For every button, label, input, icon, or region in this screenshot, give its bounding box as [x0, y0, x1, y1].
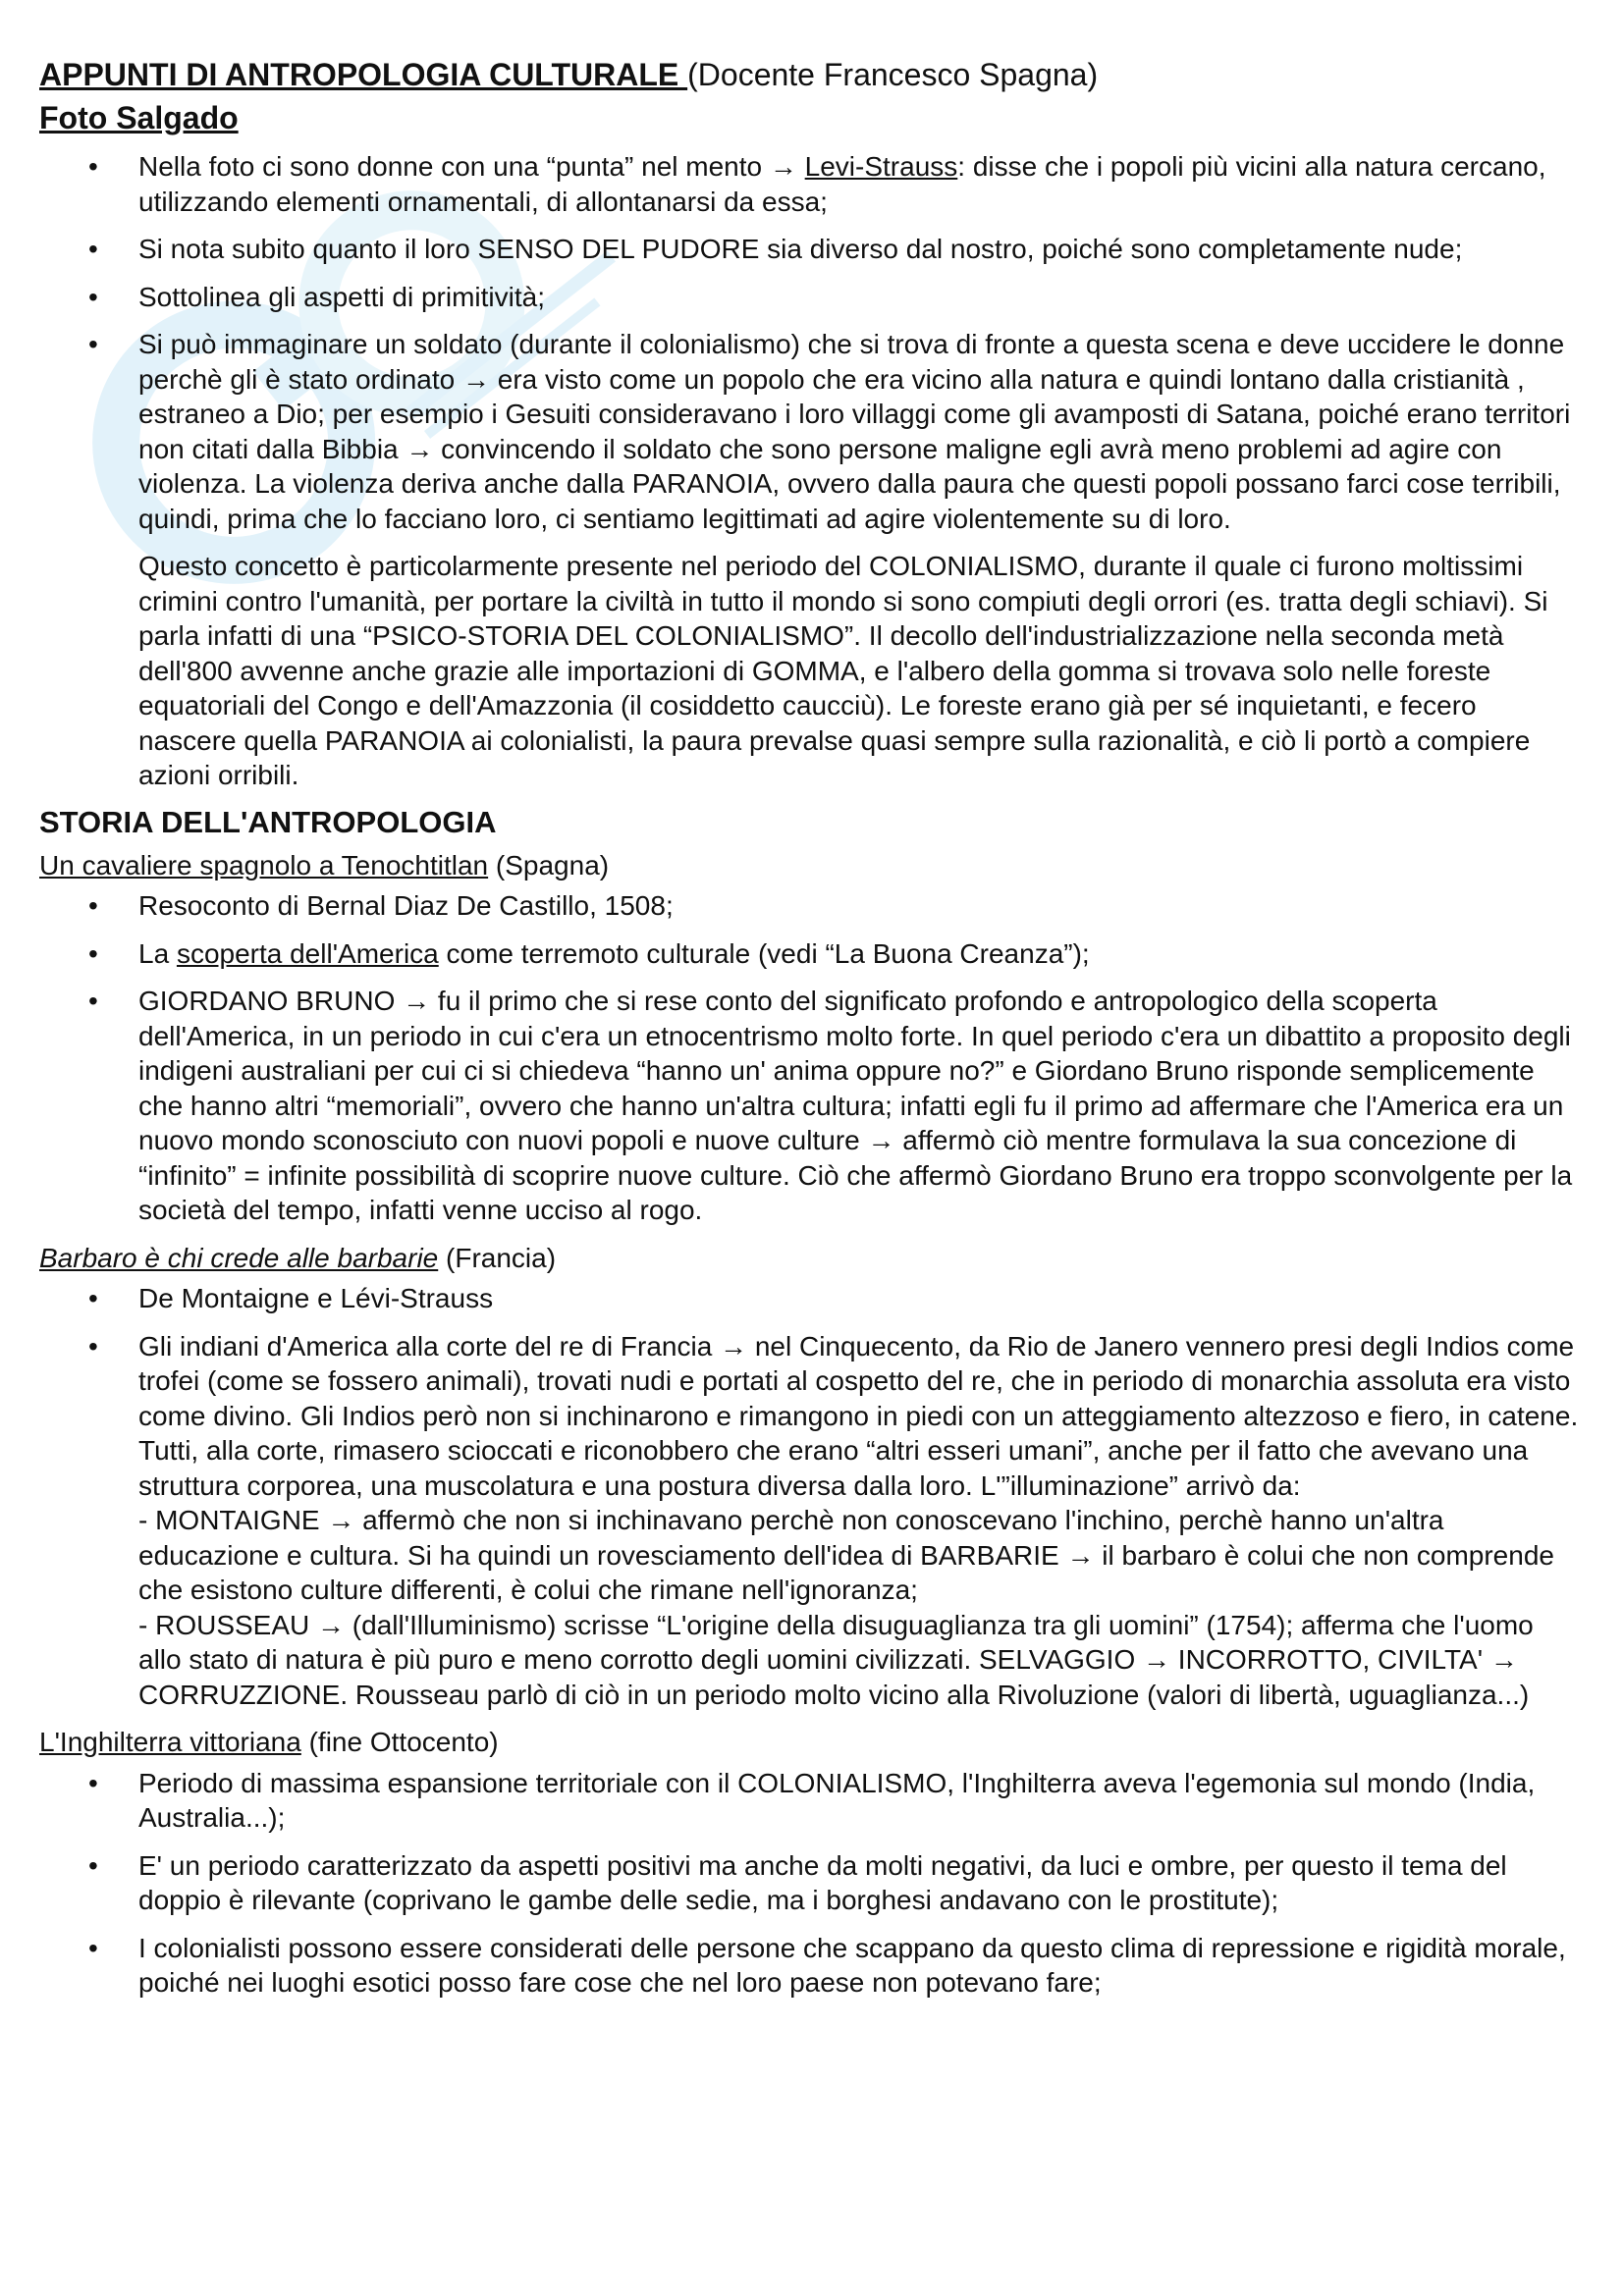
- bullet-text: : disse che i popoli più vicini alla natura cercano, utilizzando elementi ornamentali, di allontanarsi da essa;: [138, 151, 1546, 217]
- scoperta-america-ref: scoperta dell'America: [176, 937, 439, 969]
- subheading-title: Un cavaliere spagnolo a Tenochtitlan: [39, 849, 489, 881]
- list-item: • E' un periodo caratterizzato da aspetti positivi ma anche da molti negativi, da luci e ombre, per questo il tema del doppio è rilevante (coprivano le gambe delle sedie, ma i borghesi andavano con le prostitute);: [39, 1848, 1580, 1918]
- bullet-text: La: [138, 937, 177, 969]
- list-item: [39, 1329, 1580, 1713]
- subheading-title: Barbaro è chi crede alle barbarie: [39, 1242, 439, 1273]
- section-heading-storia: STORIA DELL'ANTROPOLOGIA: [39, 804, 497, 839]
- subheading-title: L'Inghilterra vittoriana: [39, 1727, 301, 1757]
- subheading-note: (Spagna): [488, 849, 610, 881]
- foto-salgado-list: [39, 149, 1580, 536]
- subheading-cavaliere: [39, 848, 1580, 883]
- bullet-text: come terremoto culturale (vedi “La Buona Creanza”);: [438, 937, 1090, 969]
- list-item: • Sottolinea gli aspetti di primitività;: [39, 280, 1580, 315]
- bullet-text: • Gli indiani d'America alla corte del re di Francia → nel Cinquecento, da Rio de Janero vennero presi degli Indios come trofei (come se fossero animali), trovati nudi e portati al cospetto del re, che in periodo di monarchia assoluta era visto come divino. Gli Indios però non si inchinarono e rimangono in piedi con un atteggiamento altezzoso e fiero, in catene. Tutti, alla corte, rimasero scioccati e riconobbero che erano “altri esseri umani”, anche per il fatto che avevano una struttura corporea, una muscolatura e una postura diversa dalla loro. L'”illuminazione” arrivò da:: [138, 1330, 1579, 1501]
- colonialism-paragraph: Questo concetto è particolarmente presente nel periodo del COLONIALISMO, durante il quale ci furono moltissimi crimini contro l'umanità, per portare la civiltà in tutto il mondo si sono compiuti degli orrori (es. tratta degli schiavi). Si parla infatti di una “PSICO-STORIA DEL COLONIALISMO”. Il decollo dell'industrializzazione nella seconda metà dell'800 avvenne anche grazie alle importazioni di GOMMA, e l'albero della gomma si trovava solo nelle foreste equatoriali del Congo e dell'Amazzonia (il cosiddetto caucciù). Le foreste erano già per sé inquietanti, e fecero nascere quella PARANOIA ai colonialisti, la paura prevalse quasi sempre sulla razionalità, e ciò li portò a compiere azioni orribili.: [138, 551, 1548, 790]
- subheading-note: (fine Ottocento): [300, 1727, 499, 1757]
- montaigne-text: - MONTAIGNE → affermò che non si inchinavano perchè non conoscevano l'inchino, perchè hanno un'altra educazione e cultura. Si ha quindi un rovesciamento dell'idea di BARBARIE → il barbaro è colui che non comprende che esistono culture differenti, è colui che rimane nell'ignoranza;: [138, 1505, 1554, 1605]
- subheading-inghilterra: [39, 1725, 1580, 1760]
- document-title: [39, 53, 1580, 96]
- list-item: • De Montaigne e Lévi-Strauss: [39, 1281, 1580, 1316]
- subheading-barbaro: [39, 1241, 1580, 1276]
- list-item: [39, 149, 1580, 219]
- levi-strauss-ref: Levi-Strauss: [804, 151, 958, 182]
- list-item: • Resoconto di Bernal Diaz De Castillo, 1508;: [39, 888, 1580, 924]
- list-item: • Si nota subito quanto il loro SENSO DEL PUDORE sia diverso dal nostro, poiché sono completamente nude;: [39, 232, 1580, 267]
- bullet-text: Nella foto ci sono donne con una “punta” nel mento →: [138, 151, 805, 182]
- list-item: • GIORDANO BRUNO → fu il primo che si rese conto del significato profondo e antropologico della scoperta dell'America, in un periodo in cui c'era un etnocentrismo molto forte. In quel periodo c'era un dibattito a proposito degli indigeni australiani per cui ci si chiedeva “hanno un' anima oppure no?” e Giordano Bruno risponde semplicemente che hanno altri “memoriali”, ovvero che hanno un'altra cultura; infatti egli fu il primo ad affermare che l'America era un nuovo mondo sconosciuto con nuovi popoli e nuove culture → affermò ciò mentre formulava la sua concezione di “infinito” = infinite possibilità di scoprire nuove culture. Ciò che affermò Giordano Bruno era troppo sconvolgente per la società del tempo, infatti venne ucciso al rogo.: [39, 984, 1580, 1228]
- inghilterra-list: [39, 1766, 1580, 2001]
- subheading-note: (Francia): [438, 1242, 557, 1273]
- title-main: APPUNTI DI ANTROPOLOGIA CULTURALE: [39, 57, 688, 92]
- title-subtitle: (Docente Francesco Spagna): [687, 57, 1099, 92]
- rousseau-text: - ROUSSEAU → (dall'Illuminismo) scrisse “L'origine della disuguaglianza tra gli uomini” (1754); afferma che l'uomo allo stato di natura è più puro e meno corrotto degli uomini civilizzati. SELVAGGIO → INCORROTTO, CIVILTA' → CORRUZZIONE. Rousseau parlò di ciò in un periodo molto vicino alla Rivoluzione (valori di libertà, uguaglianza...): [138, 1609, 1534, 1710]
- list-item: • Si può immaginare un soldato (durante il colonialismo) che si trova di fronte a questa scena e deve uccidere le donne perchè gli è stato ordinato → era visto come un popolo che era vicino alla natura e quindi lontano dalla cristianità , estraneo a Dio; per esempio i Gesuiti consideravano i loro villaggi come gli avamposti di Satana, poiché erano territori non citati dalla Bibbia → convincendo il soldato che sono persone maligne egli avrà meno problemi ad agire con violenza. La violenza deriva anche dalla PARANOIA, ovvero dalla paura che questi popoli possano farci cose terribili, quindi, prima che lo facciano loro, ci sentiamo legittimati ad agire violentemente su di loro.: [39, 327, 1580, 536]
- list-item: • Periodo di massima espansione territoriale con il COLONIALISMO, l'Inghilterra aveva l'egemonia sul mondo (India, Australia...);: [39, 1766, 1580, 1836]
- list-item: • I colonialisti possono essere considerati delle persone che scappano da questo clima di repressione e rigidità morale, poiché nei luoghi esotici posso fare cose che nel loro paese non potevano fare;: [39, 1931, 1580, 2001]
- barbaro-list: [39, 1281, 1580, 1712]
- list-item: [39, 936, 1580, 972]
- cavaliere-list: [39, 888, 1580, 1228]
- section-heading-foto-salgado: Foto Salgado: [39, 100, 239, 135]
